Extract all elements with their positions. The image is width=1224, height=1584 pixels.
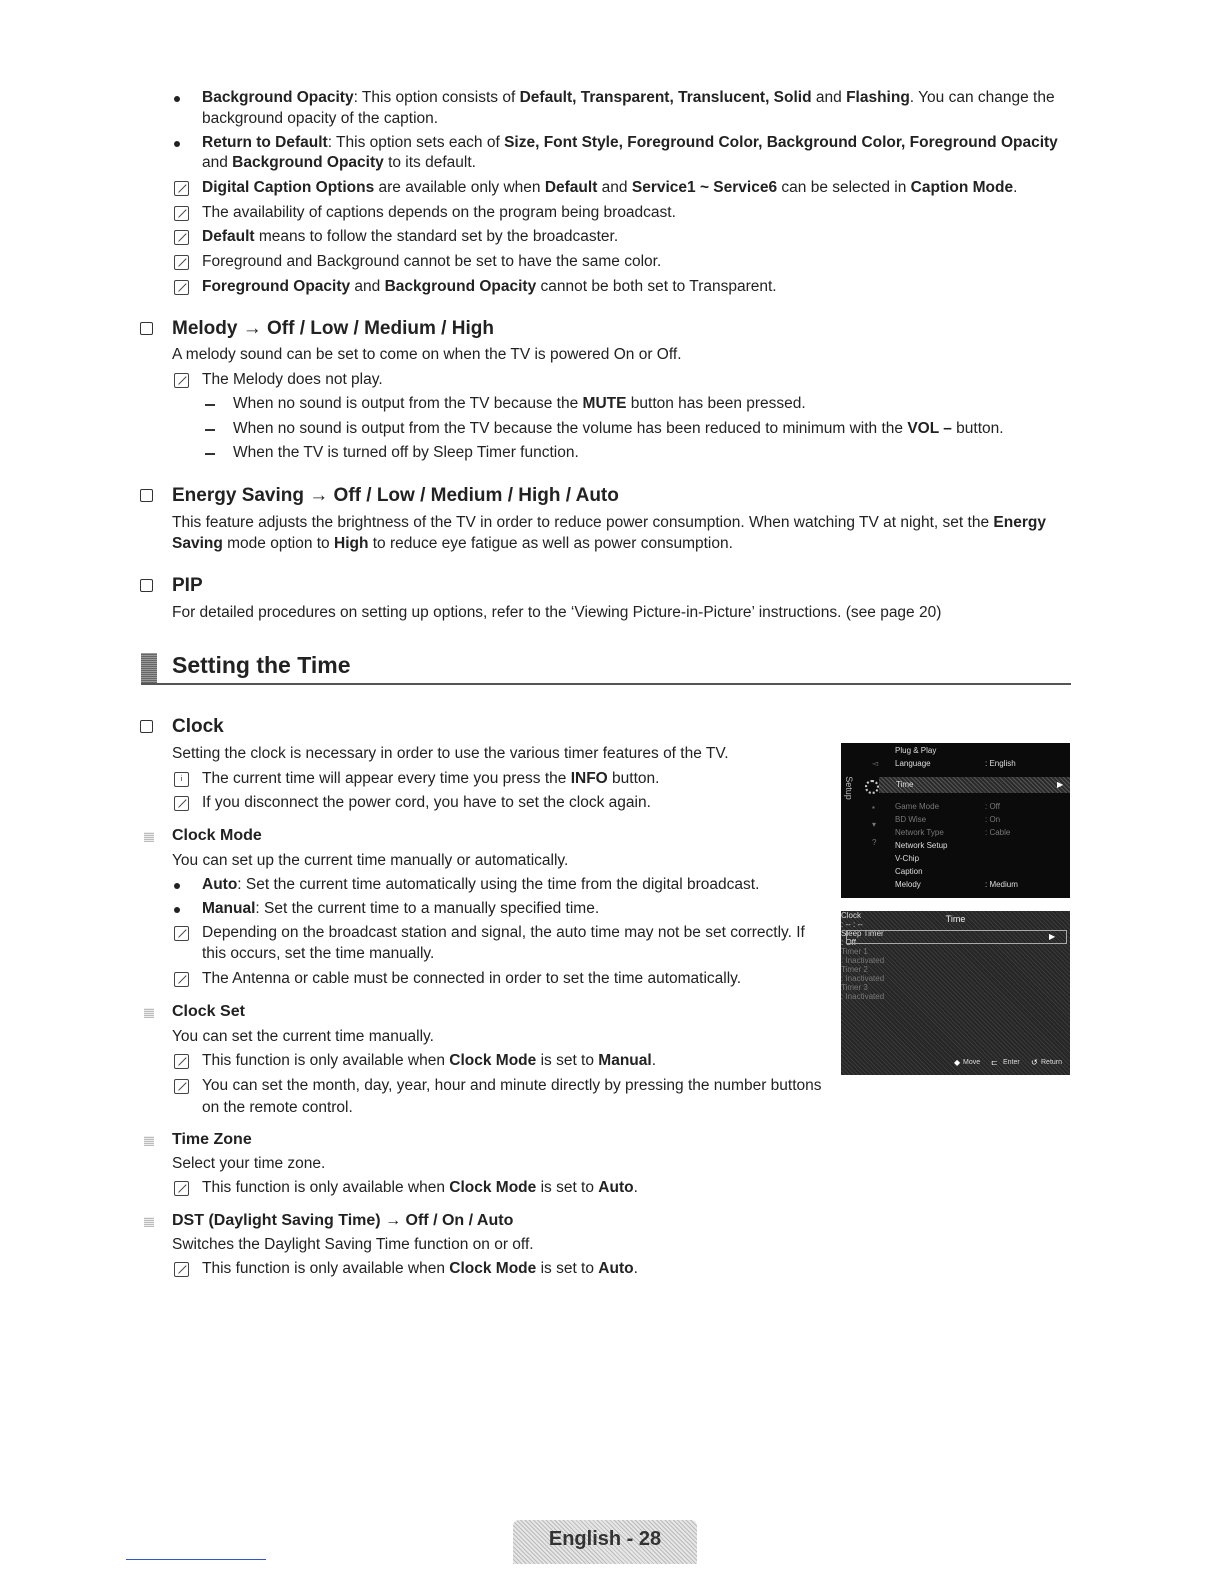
clock-mode-auto <box>202 875 759 895</box>
text-run: Manual <box>202 900 256 917</box>
note-icon <box>174 1079 189 1094</box>
time-menu-selection <box>846 930 1067 944</box>
clock-mode-note-1b: this occurs, set the time manually. <box>202 945 435 962</box>
clock-set-note-2b: on the remote control. <box>202 1099 353 1116</box>
text-run: and <box>597 179 632 196</box>
time-zone-heading: Time Zone <box>172 1131 252 1148</box>
text-run: Auto <box>598 1260 634 1277</box>
text-run: : This option consists of <box>353 89 520 106</box>
text-run: : This option sets each of <box>327 134 505 151</box>
text-run: When no sound is output from the TV because the <box>233 395 583 412</box>
move-icon: ◆ <box>954 1058 961 1067</box>
text-run: means to follow the standard set by the broadcaster. <box>254 228 619 245</box>
setup-item-value: : On <box>985 815 1001 824</box>
time-item-label: Timer 1 <box>841 947 868 956</box>
setup-item-label: Plug & Play <box>895 746 937 755</box>
text-run: Default <box>202 228 255 245</box>
text-run: to reduce eye fatigue as well as power consumption. <box>368 535 733 552</box>
time-item-label: Sleep Timer <box>841 929 884 938</box>
bullet-dot <box>174 883 180 889</box>
time-item-label: Timer 2 <box>841 965 868 974</box>
text-run: Clock Mode <box>449 1052 537 1069</box>
setup-item-label: Time <box>896 780 914 789</box>
text-run: MUTE <box>582 395 627 412</box>
dash-marker <box>205 429 215 431</box>
setup-item-value: : Off <box>985 802 1000 811</box>
setup-item-label: Game Mode <box>895 802 940 811</box>
text-run: and <box>202 154 233 171</box>
text-run: : Set the current time automatically using the time from the digital broadcast. <box>237 876 760 893</box>
bullet-background-opacity-line2: background opacity of the caption. <box>202 110 439 127</box>
text-run: Energy <box>993 514 1046 531</box>
text-run: Manual <box>598 1052 652 1069</box>
setup-item-label: Caption <box>895 867 923 876</box>
time-item-value: : -- : -- <box>841 920 863 929</box>
text-run: Background Opacity <box>232 154 384 171</box>
text-run: Clock Mode <box>449 1260 537 1277</box>
clock-mode-manual <box>202 899 599 919</box>
clock-set-heading: Clock Set <box>172 1003 245 1020</box>
time-item-label: Clock <box>841 911 862 920</box>
note-text <box>202 277 777 297</box>
text-run: button. <box>951 420 1004 437</box>
clock-note-2: If you disconnect the power cord, you have to set the clock again. <box>202 794 651 811</box>
text-run: Service1 ~ Service6 <box>631 179 778 196</box>
footer-rule <box>126 1559 266 1560</box>
support-icon: ? <box>872 838 877 847</box>
energy-heading: Energy Saving → Off / Low / Medium / High / Auto <box>172 485 619 506</box>
setup-item-label: Melody <box>895 880 921 889</box>
melody-note: The Melody does not play. <box>202 371 383 388</box>
note-icon <box>174 1181 189 1196</box>
melody-heading: Melody → Off / Low / Medium / High <box>172 318 494 339</box>
section-checkbox-icon <box>140 322 153 335</box>
bullet-dot <box>174 141 180 147</box>
dash-marker <box>205 404 215 406</box>
text-run: VOL – <box>907 420 952 437</box>
section-title: Setting the Time <box>172 652 351 678</box>
text-run: This feature adjusts the brightness of the TV in order to reduce power consumption. When watching TV at night, set the <box>172 514 994 531</box>
text-run: Return to Default <box>202 134 328 151</box>
text-run: mode option to <box>222 535 334 552</box>
note-icon <box>174 1054 189 1069</box>
setup-item-value: : English <box>985 759 1016 768</box>
energy-desc-line2 <box>172 534 733 554</box>
text-run: High <box>334 535 369 552</box>
text-run: Foreground and Background cannot be set to have the same color. <box>202 253 662 270</box>
text-run: INFO <box>570 770 608 787</box>
time-item-value: : Inactivated <box>841 974 885 983</box>
dst-note <box>202 1259 638 1279</box>
note-icon <box>174 280 189 295</box>
bullet-return-to-default <box>202 133 1058 153</box>
note-text <box>202 227 618 247</box>
note-icon <box>174 206 189 221</box>
time-menu-screenshot <box>841 911 1070 1075</box>
time-zone-note <box>202 1178 638 1198</box>
setup-item-label: V-Chip <box>895 854 920 863</box>
section-checkbox-icon <box>140 489 153 502</box>
text-run: Default <box>544 179 598 196</box>
text-run: is set to <box>536 1052 599 1069</box>
subsection-marker-icon <box>144 1008 154 1018</box>
setup-side-label: Setup <box>843 776 854 800</box>
info-icon: i <box>174 772 189 787</box>
dst-desc: Switches the Daylight Saving Time function on or off. <box>172 1236 534 1253</box>
text-run: This function is only available when <box>202 1052 450 1069</box>
text-run: Auto <box>202 876 238 893</box>
time-zone-desc: Select your time zone. <box>172 1155 326 1172</box>
text-run: Caption Mode <box>910 179 1014 196</box>
pip-description: For detailed procedures on setting up options, refer to the ‘Viewing Picture-in-Picture’ instructions. (see page 20) <box>172 604 942 621</box>
text-run: Size, Font Style, Foreground Color, Background Color, Foreground Opacity <box>504 134 1058 151</box>
clock-heading: Clock <box>172 716 224 737</box>
text-run: Foreground Opacity <box>202 278 351 295</box>
time-item-value: : Off <box>841 938 856 947</box>
note-icon <box>174 373 189 388</box>
note-text <box>202 203 676 223</box>
clock-mode-note-1a: Depending on the broadcast station and signal, the auto time may not be set correctly. If <box>202 924 805 941</box>
setup-item-label: Network Setup <box>895 841 948 850</box>
text-run: button has been pressed. <box>626 395 806 412</box>
note-icon <box>174 181 189 196</box>
clock-mode-heading: Clock Mode <box>172 827 262 844</box>
note-icon <box>174 255 189 270</box>
melody-dash-3 <box>233 443 579 463</box>
section-title-marker <box>141 653 157 685</box>
text-run: Flashing <box>846 89 910 106</box>
gear-icon <box>865 780 879 794</box>
energy-desc-line1 <box>172 513 1046 533</box>
text-run: : Set the current time to a manually specified time. <box>255 900 600 917</box>
text-run: Digital Caption Options <box>202 179 375 196</box>
setup-item-label: BD Wise <box>895 815 927 824</box>
bullet-return-to-default-line2 <box>202 153 476 173</box>
time-menu-title: Time <box>945 914 966 924</box>
arrow-right-icon: ▶ <box>1057 780 1064 789</box>
text-run: Background Opacity <box>202 89 354 106</box>
note-icon <box>174 972 189 987</box>
text-run: and <box>811 89 847 106</box>
clock-mode-note-2: The Antenna or cable must be connected in order to set the time automatically. <box>202 970 742 987</box>
clock-note-1 <box>202 769 659 789</box>
text-run: button. <box>607 770 660 787</box>
text-run: This function is only available when <box>202 1179 450 1196</box>
page-number: English - 28 <box>548 1528 662 1550</box>
footer-move: Move <box>963 1059 981 1066</box>
text-run: . <box>633 1260 638 1277</box>
melody-dash-1 <box>233 394 806 414</box>
note-text <box>202 252 661 272</box>
clock-description: Setting the clock is necessary in order to use the various timer features of the TV. <box>172 745 729 762</box>
text-run: . <box>633 1179 638 1196</box>
bullet-background-opacity <box>202 88 1055 108</box>
text-run: Background Opacity <box>384 278 537 295</box>
pip-heading: PIP <box>172 575 203 596</box>
setup-item-value: : Medium <box>985 880 1018 889</box>
text-run: Saving <box>172 535 223 552</box>
time-item-value: : Inactivated <box>841 992 885 1001</box>
text-run: to its default. <box>383 154 476 171</box>
dash-marker <box>205 453 215 455</box>
text-run: and <box>350 278 385 295</box>
bullet-dot <box>174 96 180 102</box>
footer-return: Return <box>1041 1059 1063 1066</box>
setup-item-label: Language <box>895 759 931 768</box>
text-run: The current time will appear every time you press the <box>202 770 571 787</box>
time-item-value: : Inactivated <box>841 956 885 965</box>
subsection-marker-icon <box>144 1217 154 1227</box>
app-icon: ▾ <box>872 820 877 829</box>
section-checkbox-icon <box>140 579 153 592</box>
text-run: When the TV is turned off by Sleep Timer function. <box>233 444 579 461</box>
note-icon <box>174 1262 189 1277</box>
section-checkbox-icon <box>140 720 153 733</box>
input-icon: ▪ <box>872 803 875 812</box>
clock-set-note-2a: You can set the month, day, year, hour and minute directly by pressing the number buttons <box>202 1077 822 1094</box>
bullet-dot <box>174 907 180 913</box>
clock-set-desc: You can set the current time manually. <box>172 1028 434 1045</box>
time-item-label: Timer 3 <box>841 983 868 992</box>
melody-dash-2 <box>233 419 1004 439</box>
note-text <box>202 178 1017 198</box>
setup-item-value: : Cable <box>985 828 1011 837</box>
note-icon <box>174 926 189 941</box>
arrow-right-icon: ▶ <box>1049 932 1056 941</box>
return-icon: ↺ <box>1031 1058 1038 1067</box>
text-run: The availability of captions depends on the program being broadcast. <box>202 204 676 221</box>
text-run: . <box>1013 179 1018 196</box>
clock-set-note-1 <box>202 1051 656 1071</box>
text-run: Clock Mode <box>449 1179 537 1196</box>
text-run: . <box>651 1052 657 1069</box>
setup-item-label: Network Type <box>895 828 944 837</box>
melody-description: A melody sound can be set to come on when the TV is powered On or Off. <box>172 346 682 363</box>
text-run: When no sound is output from the TV because the volume has been reduced to minimum with the <box>233 420 908 437</box>
sound-icon: ◅ <box>872 759 879 768</box>
text-run: is set to <box>536 1260 599 1277</box>
text-run: This function is only available when <box>202 1260 450 1277</box>
dst-heading: DST (Daylight Saving Time) → Off / On / Auto <box>172 1212 514 1229</box>
clock-mode-desc: You can set up the current time manually or automatically. <box>172 852 569 869</box>
note-icon <box>174 230 189 245</box>
text-run: Default, Transparent, Translucent, Solid <box>519 89 812 106</box>
text-run: cannot be both set to Transparent. <box>536 278 777 295</box>
footer-enter: Enter <box>1003 1059 1020 1066</box>
subsection-marker-icon <box>144 1136 154 1146</box>
text-run: Auto <box>598 1179 634 1196</box>
text-run: is set to <box>536 1179 599 1196</box>
section-divider <box>141 683 1071 685</box>
enter-icon: ⊏ <box>991 1058 998 1067</box>
text-run: can be selected in <box>777 179 911 196</box>
text-run: are available only when <box>374 179 545 196</box>
note-icon <box>174 796 189 811</box>
subsection-marker-icon <box>144 832 154 842</box>
text-run: . You can change the <box>909 89 1055 106</box>
setup-menu-screenshot <box>841 743 1070 898</box>
